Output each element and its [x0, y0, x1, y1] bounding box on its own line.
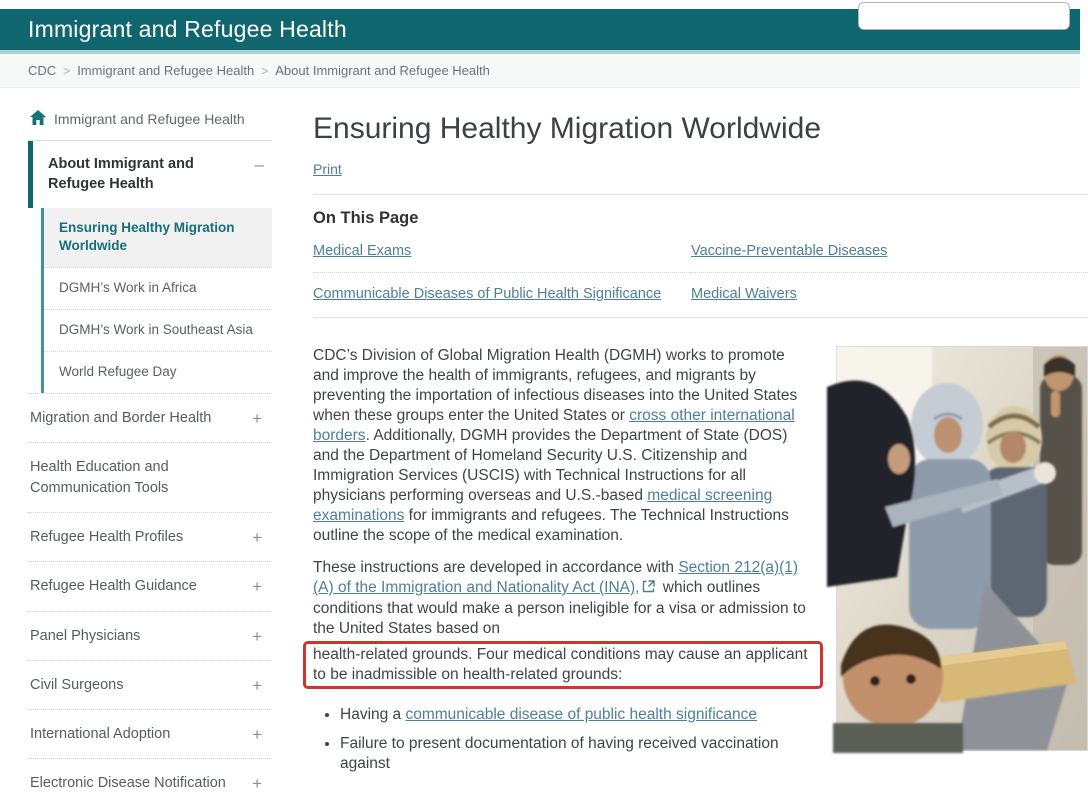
- nav-label: Refugee Health Guidance: [30, 578, 197, 595]
- breadcrumb-separator: >: [63, 63, 71, 78]
- left-nav: [28, 110, 272, 808]
- expand-plus-icon[interactable]: +: [252, 626, 262, 646]
- subnav-label: Ensuring Healthy Migration Worldwide: [59, 219, 235, 254]
- nav-label: Panel Physicians: [30, 627, 141, 644]
- paragraph-2: [313, 558, 813, 689]
- expand-plus-icon[interactable]: +: [252, 577, 262, 597]
- anchor-link-vaccine-preventable-diseases[interactable]: Vaccine-Preventable Diseases: [691, 243, 888, 259]
- external-link-icon: [642, 579, 655, 599]
- nav-label: Health Education and Communication Tools: [30, 459, 169, 496]
- paragraph-1: [313, 346, 813, 546]
- divider: [313, 317, 1088, 318]
- top-strip: [0, 0, 1080, 9]
- sidebar-item-world-refugee-day[interactable]: [44, 351, 272, 393]
- sidebar-subnav: [41, 208, 272, 393]
- expand-plus-icon[interactable]: +: [252, 675, 262, 695]
- link-medical-screening-examinations[interactable]: medical screening examinations: [313, 487, 773, 524]
- expand-plus-icon[interactable]: +: [252, 527, 262, 547]
- sidebar-item-dgmh-southeast-asia[interactable]: [44, 309, 272, 351]
- list-item: [340, 734, 813, 774]
- page-title: Ensuring Healthy Migration Worldwide: [313, 112, 822, 145]
- red-annotation-box: [303, 641, 823, 689]
- sidebar-item-panel-physicians[interactable]: [28, 611, 272, 660]
- on-this-page-links: [313, 230, 1088, 315]
- bullet-text: Having a: [340, 706, 406, 723]
- sidebar-item-civil-surgeons[interactable]: [28, 660, 272, 709]
- annotated-text: health-related grounds. Four medical conditions may cause an applicant to be inadmissible on health-related grounds:: [313, 646, 808, 683]
- subnav-label: World Refugee Day: [59, 364, 177, 380]
- anchor-link-medical-exams[interactable]: Medical Exams: [313, 243, 412, 259]
- nav-label: Civil Surgeons: [30, 676, 124, 693]
- expand-plus-icon[interactable]: +: [252, 725, 262, 745]
- paragraph-text: which outlines conditions that would make a person ineligible for a visa or admission to the United States based on: [313, 579, 806, 637]
- anchor-link-communicable-diseases[interactable]: Communicable Diseases of Public Health Significance: [313, 286, 662, 302]
- conditions-list: [313, 705, 813, 774]
- link-communicable-disease[interactable]: communicable disease of public health significance: [405, 706, 758, 723]
- sidebar-item-about[interactable]: [28, 141, 272, 208]
- link-section-212-ina[interactable]: Section 212(a)(1)(A) of the Immigration and Nationality Act (INA),: [313, 559, 799, 596]
- nav-label: Refugee Health Profiles: [30, 528, 184, 545]
- on-this-page-heading: On This Page: [313, 209, 419, 227]
- paragraph-text: These instructions are developed in accordance with: [313, 559, 679, 576]
- search-input[interactable]: [858, 2, 1070, 30]
- print-link[interactable]: Print: [313, 161, 342, 177]
- sidebar-item-migration-border-health[interactable]: [28, 393, 272, 442]
- sidebar-home-label: Immigrant and Refugee Health: [54, 111, 245, 127]
- paragraph-text: for immigrants and refugees. The Technical Instructions outline the scope of the medical examination.: [313, 507, 789, 544]
- breadcrumb-separator: >: [261, 63, 269, 78]
- bullet-text: Failure to present documentation of having received vaccination against: [340, 735, 779, 772]
- main-content: [272, 110, 1088, 808]
- site-title: Immigrant and Refugee Health: [28, 16, 347, 42]
- refugee-clinic-photo: [836, 346, 1088, 751]
- content-area: [0, 88, 1080, 808]
- sidebar-about-label: About Immigrant and Refugee Health: [48, 156, 194, 193]
- sidebar-item-ensuring-healthy-migration[interactable]: [44, 208, 272, 268]
- paragraph-text: CDC’s Division of Global Migration Health (DGMH) works to promote and improve the health of immigrants, refugees, and migrants by preventing the importation of infectious diseases into the United States when these groups enter the United States or: [313, 347, 798, 424]
- anchor-link-medical-waivers[interactable]: Medical Waivers: [691, 286, 797, 302]
- sidebar-item-dgmh-africa[interactable]: [44, 267, 272, 309]
- sidebar-item-electronic-disease-notification[interactable]: [28, 758, 272, 807]
- sidebar-item-refugee-health-profiles[interactable]: [28, 512, 272, 561]
- subnav-label: DGMH’s Work in Southeast Asia: [59, 322, 253, 338]
- nav-label: Electronic Disease Notification: [30, 775, 226, 792]
- sidebar-item-international-adoption[interactable]: [28, 709, 272, 758]
- paragraph-text: . Additionally, DGMH provides the Department of State (DOS) and the Department of Homeland Security U.S. Citizenship and Immigration Services (USCIS) with Technical Instructions for all physicians performing overseas and U.S.-based: [313, 427, 788, 504]
- link-cross-other-international-borders[interactable]: cross other international borders: [313, 407, 795, 444]
- nav-label: International Adoption: [30, 726, 171, 743]
- sidebar-home-link[interactable]: [28, 110, 272, 141]
- breadcrumb-immigrant-refugee-health[interactable]: Immigrant and Refugee Health: [77, 63, 255, 78]
- article-text: [313, 346, 813, 783]
- sidebar-item-refugee-health-guidance[interactable]: [28, 561, 272, 610]
- expand-plus-icon[interactable]: +: [252, 409, 262, 429]
- divider: [313, 194, 1088, 195]
- home-icon: [30, 110, 46, 128]
- subnav-label: DGMH’s Work in Africa: [59, 280, 197, 296]
- sidebar-item-health-education[interactable]: [28, 442, 272, 512]
- nav-label: Migration and Border Health: [30, 410, 212, 427]
- breadcrumb-cdc[interactable]: CDC: [28, 63, 57, 78]
- list-item: [340, 705, 813, 725]
- collapse-minus-icon[interactable]: –: [254, 155, 264, 174]
- photo-column: [836, 346, 1088, 783]
- expand-plus-icon[interactable]: +: [252, 774, 262, 794]
- breadcrumb-about[interactable]: About Immigrant and Refugee Health: [275, 63, 490, 78]
- breadcrumb: [0, 54, 1080, 88]
